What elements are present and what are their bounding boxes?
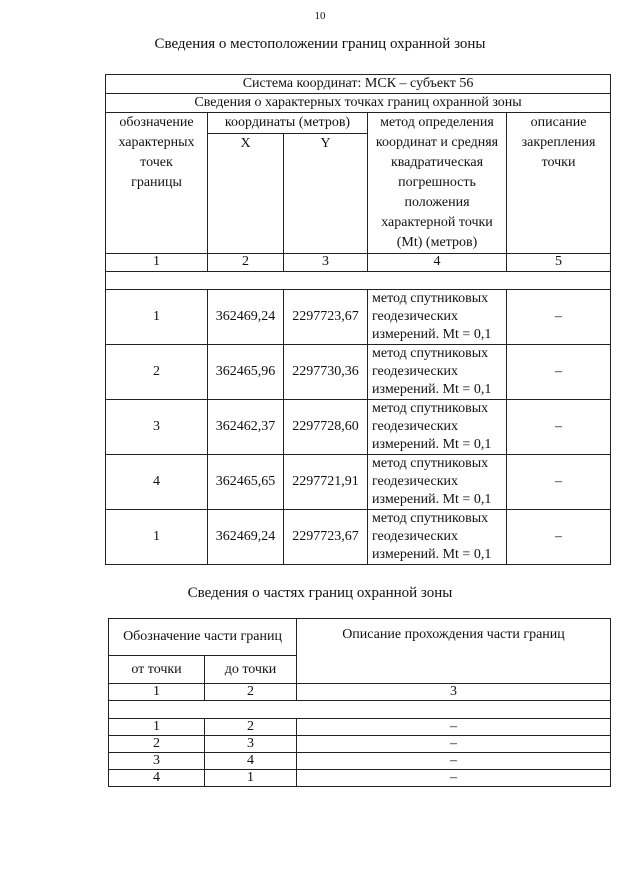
table-row: 2 3 – <box>109 736 611 753</box>
table-row: 1 362469,24 2297723,67 метод спутниковых геодезических измерений. Mt = 0,1 – <box>106 510 611 565</box>
coordinate-system-cell: Система координат: МСК – субъект 56 <box>106 75 611 94</box>
characteristic-points-table <box>105 74 611 565</box>
header-coordinates: координаты (метров) <box>208 113 368 134</box>
table-row: 2 362465,96 2297730,36 метод спутниковых геодезических измерений. Mt = 0,1 – <box>106 345 611 400</box>
table-subtitle-cell: Сведения о характерных точках границ охранной зоны <box>106 94 611 113</box>
spacer-row <box>106 272 611 290</box>
header-fixing: описание закрепления точки <box>507 113 611 254</box>
boundary-parts-table <box>108 618 611 787</box>
header-method: метод определения координат и средняя квадратическая погрешность положения характерной точки (Mt) (метров) <box>368 113 507 254</box>
header-x: X <box>208 134 284 254</box>
header-to-point: до точки <box>205 656 297 684</box>
table-row: 3 362462,37 2297728,60 метод спутниковых геодезических измерений. Mt = 0,1 – <box>106 400 611 455</box>
column-numbers-row: 1 2 3 <box>109 684 611 701</box>
column-numbers-row: 1 2 3 4 5 <box>106 254 611 272</box>
header-description: Описание прохождения части границ <box>297 619 611 684</box>
spacer-row <box>109 701 611 719</box>
section-title-boundaries: Сведения о местоположении границ охранной зоны <box>154 36 486 52</box>
table-row: 1 362469,24 2297723,67 метод спутниковых геодезических измерений. Mt = 0,1 – <box>106 290 611 345</box>
page-number: 10 <box>314 10 326 22</box>
header-designation: обозначение характерных точек границы <box>106 113 208 254</box>
table-row: 1 2 – <box>109 719 611 736</box>
section-title-parts: Сведения о частях границ охранной зоны <box>187 585 453 601</box>
header-part-designation: Обозначение части границ <box>109 619 297 656</box>
table-row: 4 1 – <box>109 770 611 787</box>
table-row: 3 4 – <box>109 753 611 770</box>
header-y: Y <box>284 134 368 254</box>
header-from-point: от точки <box>109 656 205 684</box>
table-row: 4 362465,65 2297721,91 метод спутниковых геодезических измерений. Mt = 0,1 – <box>106 455 611 510</box>
